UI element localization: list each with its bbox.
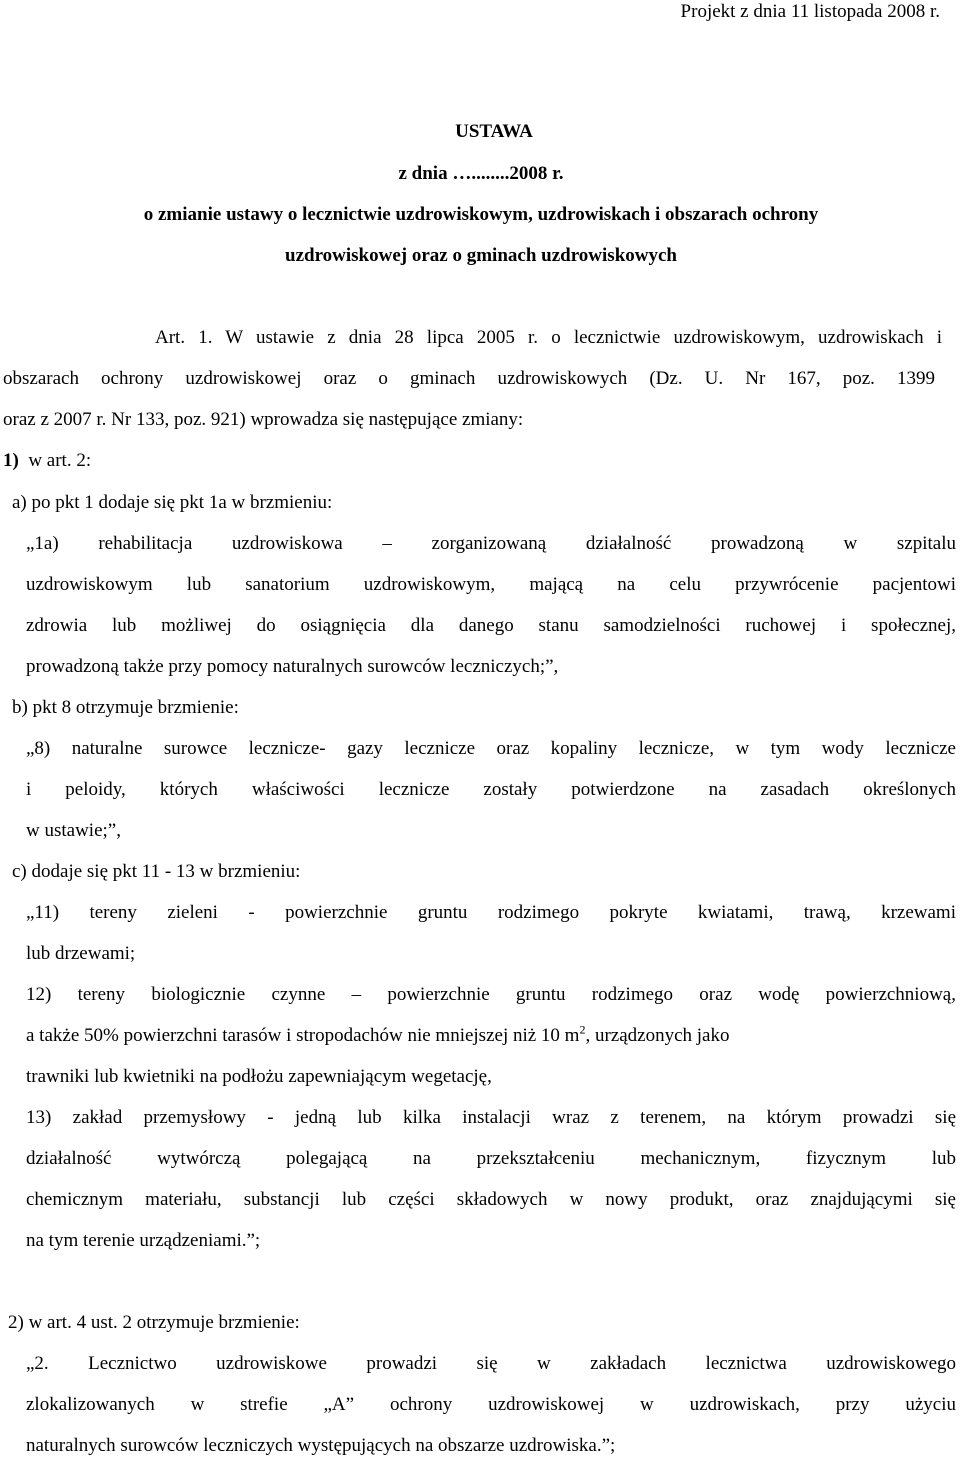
point-1c-12-line-2 bbox=[26, 1024, 956, 1048]
point-1b-line-3: w ustawie;”, bbox=[26, 820, 121, 841]
point-1a-line-1: „1a) rehabilitacja uzdrowiskowa – zorganizowaną działalność prowadzoną w szpitalu bbox=[26, 533, 956, 554]
point-1c-13-line-4: na tym terenie urządzeniami.”; bbox=[26, 1230, 261, 1251]
point-1 bbox=[3, 449, 91, 473]
point-2-line-3: naturalnych surowców leczniczych występujących na obszarze uzdrowiska.”; bbox=[26, 1435, 616, 1456]
point-1a-line-3: zdrowia lub możliwej do osiągnięcia dla danego stanu samodzielności ruchowej i społecznej, bbox=[26, 615, 956, 636]
point-1c-intro: c) dodaje się pkt 11 - 13 w brzmieniu: bbox=[12, 861, 301, 882]
square-meter-exponent: 2 bbox=[579, 1022, 586, 1037]
point-1c-12-line-3: trawniki lub kwietniki na podłożu zapewniającym wegetację, bbox=[26, 1066, 492, 1087]
art1-line-2: obszarach ochrony uzdrowiskowej oraz o gminach uzdrowiskowych (Dz. U. Nr 167, poz. 1399 bbox=[3, 368, 935, 389]
point-2-intro: 2) w art. 4 ust. 2 otrzymuje brzmienie: bbox=[8, 1312, 300, 1333]
point-1c-11-line-1: „11) tereny zieleni - powierzchnie gruntu rodzimego pokryte kwiatami, trawą, krzewami bbox=[26, 902, 956, 923]
point-1-text: w art. 2: bbox=[28, 450, 92, 471]
draft-note: Projekt z dnia 11 listopada 2008 r. bbox=[680, 1, 940, 22]
point-1c-11-line-2: lub drzewami; bbox=[26, 943, 136, 964]
point-1a-intro: a) po pkt 1 dodaje się pkt 1a w brzmieniu: bbox=[12, 492, 333, 513]
act-subject-line-2: uzdrowiskowej oraz o gminach uzdrowiskowych bbox=[285, 245, 677, 266]
point-1c-13-line-3: chemicznym materiału, substancji lub części składowych w nowy produkt, oraz znajdującymi się bbox=[26, 1189, 956, 1210]
point-2-line-1: „2. Lecznictwo uzdrowiskowe prowadzi się w zakładach lecznictwa uzdrowiskowego bbox=[26, 1353, 956, 1374]
point-1a-line-2: uzdrowiskowym lub sanatorium uzdrowiskowym, mającą na celu przywrócenie pacjentowi bbox=[26, 574, 956, 595]
point-1b-intro: b) pkt 8 otrzymuje brzmienie: bbox=[12, 697, 239, 718]
point-1c-12-line-1: 12) tereny biologicznie czynne – powierzchnie gruntu rodzimego oraz wodę powierzchniową, bbox=[26, 984, 956, 1005]
act-subject-line-1: o zmianie ustawy o lecznictwie uzdrowiskowym, uzdrowiskach i obszarach ochrony bbox=[143, 204, 819, 225]
art1-line-1: Art. 1. W ustawie z dnia 28 lipca 2005 r. o lecznictwie uzdrowiskowym, uzdrowiskach i bbox=[155, 327, 942, 348]
art1-line-3: oraz z 2007 r. Nr 133, poz. 921) wprowadza się następujące zmiany: bbox=[3, 409, 524, 430]
act-type-heading: USTAWA bbox=[455, 121, 533, 142]
point-1a-line-4: prowadzoną także przy pomocy naturalnych surowców leczniczych;”, bbox=[26, 656, 559, 677]
point-1-number: 1) bbox=[3, 450, 19, 471]
point-1b-line-1: „8) naturalne surowce lecznicze- gazy lecznicze oraz kopaliny lecznicze, w tym wody lecznicze bbox=[26, 738, 956, 759]
act-date-heading: z dnia …........2008 r. bbox=[398, 163, 564, 184]
point-1c-13-line-1: 13) zakład przemysłowy - jedną lub kilka instalacji wraz z terenem, na którym prowadzi się bbox=[26, 1107, 956, 1128]
point-1c-12-line-2-main: a także 50% powierzchni tarasów i stropodachów nie mniejszej niż 10 $m^2$, urządzonych jako bbox=[26, 1022, 730, 1046]
point-1b-line-2: i peloidy, których właściwości lecznicze zostały potwierdzone na zasadach określonych bbox=[26, 779, 956, 800]
point-1c-13-line-2: działalność wytwórczą polegającą na przekształceniu mechanicznym, fizycznym lub bbox=[26, 1148, 956, 1169]
point-2-line-2: zlokalizowanych w strefie „A” ochrony uzdrowiskowej w uzdrowiskach, przy użyciu bbox=[26, 1394, 956, 1415]
